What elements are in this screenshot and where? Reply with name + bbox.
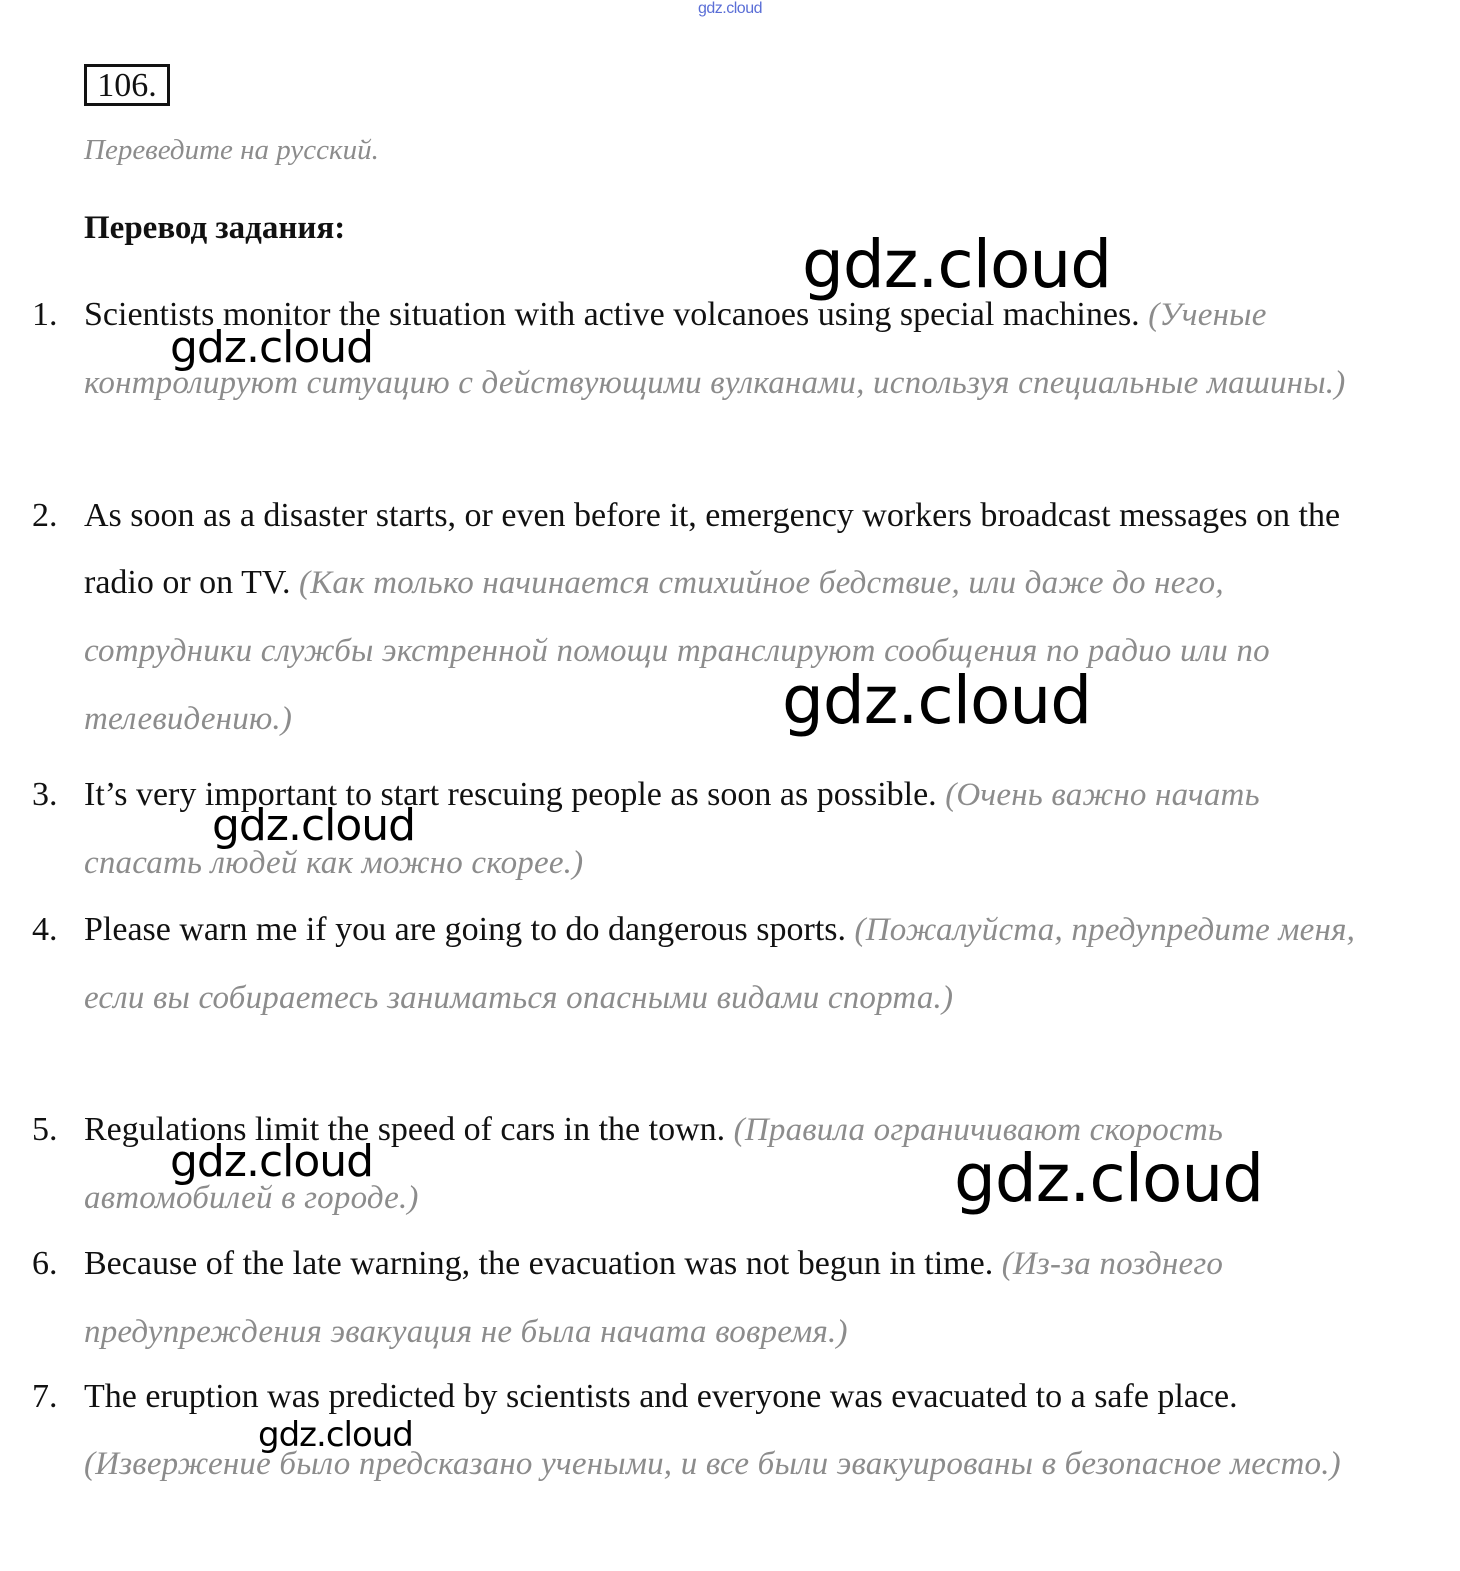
site-mark: gdz.cloud [698,0,762,17]
russian-translation: (Очень важно начать спасать людей как можно скорее.) [84,777,1260,881]
russian-translation: (Пожалуйста, предупредите меня, если вы собираетесь заниматься опасными видами спорта.) [84,912,1356,1016]
english-sentence: Regulations limit the speed of cars in the town. [84,1111,726,1148]
watermark: gdz.cloud [170,322,374,373]
item-text [84,1230,1384,1366]
english-sentence: Because of the late warning, the evacuation was not begun in time. [84,1245,994,1282]
item-number: 4. [32,911,58,948]
russian-translation: (Ученые контролируют ситуацию с действующими вулканами, используя специальные машины.) [84,297,1346,401]
item-text [84,482,1384,753]
item-number: 3. [32,776,58,813]
watermark: gdz.cloud [802,226,1112,303]
item-number: 2. [32,497,58,534]
russian-translation: (Извержение было предсказано учеными, и все были эвакуированы в безопасное место.) [84,1446,1341,1482]
item-number: 6. [32,1245,58,1282]
english-sentence: Scientists monitor the situation with active volcanoes using special machines. [84,296,1140,333]
english-sentence: The eruption was predicted by scientists and everyone was evacuated to a safe place. [84,1378,1238,1415]
task-instruction: Переведите на русский. [84,134,379,166]
russian-translation: (Из-за позднего предупреждения эвакуация не была начата вовремя.) [84,1246,1224,1350]
watermark: gdz.cloud [212,800,416,851]
russian-translation: (Правила ограничивают скорость автомобилей в городе.) [84,1112,1224,1216]
russian-translation: (Как только начинается стихийное бедствие, или даже до него, сотрудники службы экстренной помощи транслируют сообщения по радио или по телевидению.) [84,565,1270,737]
item-number: 5. [32,1111,58,1148]
item-number: 1. [32,296,58,333]
item-text [84,896,1384,1032]
translation-heading: Перевод задания: [84,210,346,246]
watermark: gdz.cloud [954,1140,1264,1217]
task-number-box: 106. [84,64,170,106]
english-sentence: It’s very important to start rescuing people as soon as possible. [84,776,937,813]
english-sentence: As soon as a disaster starts, or even before it, emergency workers broadcast messages on the radio or on TV. [84,497,1341,601]
watermark: gdz.cloud [782,662,1092,739]
watermark: gdz.cloud [170,1136,374,1187]
item-number: 7. [32,1378,58,1415]
watermark: gdz.cloud [258,1415,413,1455]
english-sentence: Please warn me if you are going to do dangerous sports. [84,911,846,948]
